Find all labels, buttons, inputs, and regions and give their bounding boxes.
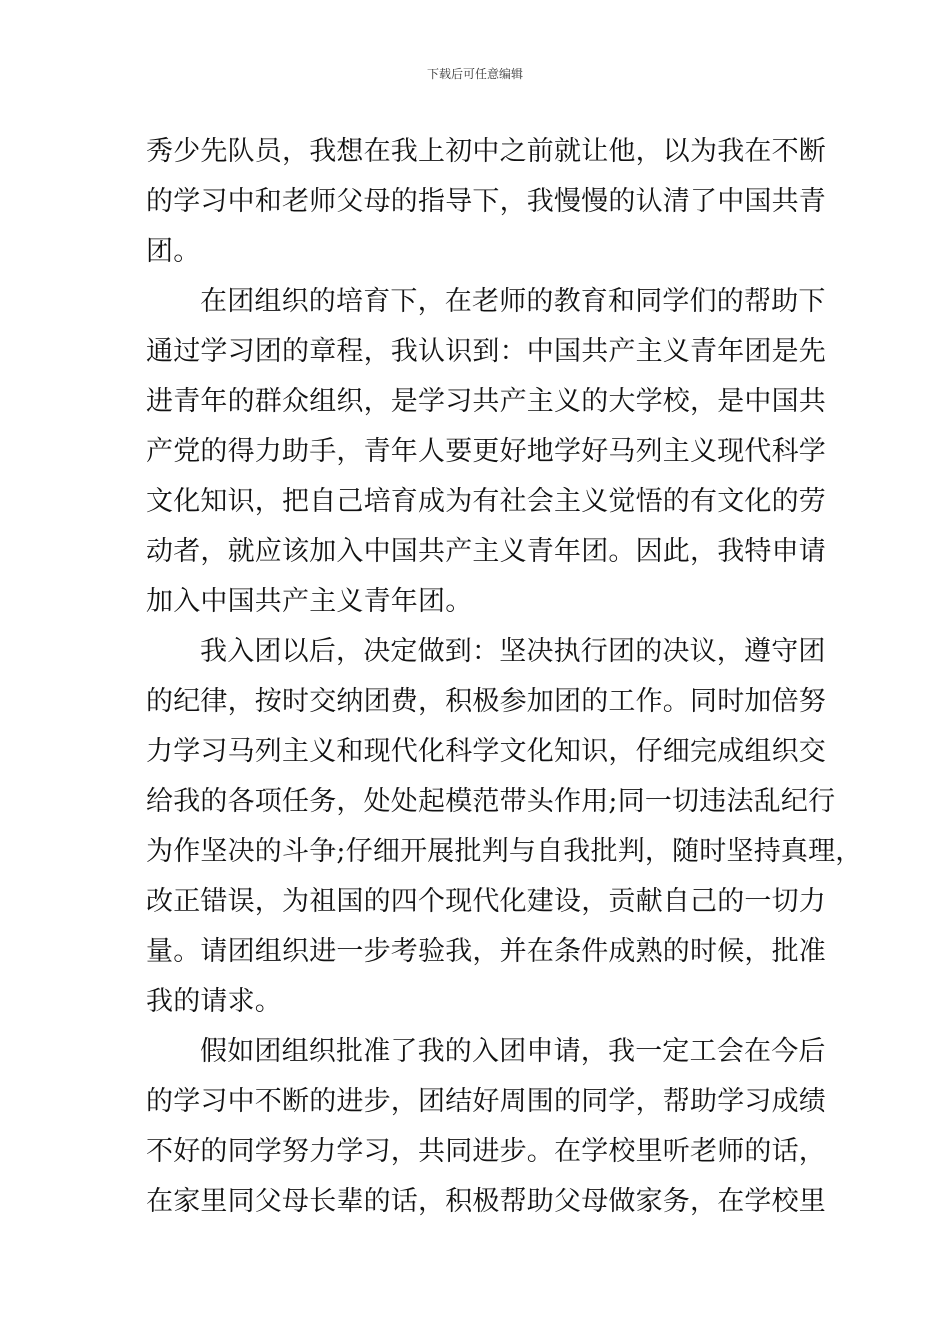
document-body	[146, 127, 863, 1227]
text-line-first: 假如团组织批准了我的入团申请，我一定工会在今后	[200, 1036, 826, 1067]
page-header: 下载后可任意编辑	[426, 67, 523, 81]
text-line-first: 我入团以后，决定做到：坚决执行团的决议，遵守团	[200, 636, 826, 667]
text-line: 的学习中和老师父母的指导下，我慢慢的认清了中国共青	[146, 186, 826, 217]
text-line: 量。请团组织进一步考验我，并在条件成熟的时候，批准	[146, 936, 826, 967]
text-line: 进青年的群众组织，是学习共产主义的大学校，是中国共	[146, 386, 826, 417]
text-line: 力学习马列主义和现代化科学文化知识，仔细完成组织交	[146, 736, 826, 767]
paragraph	[146, 277, 826, 627]
text-line: 的学习中不断的进步，团结好周围的同学，帮助学习成绩	[146, 1086, 826, 1117]
text-line: 改正错误，为祖国的四个现代化建设，贡献自己的一切力	[146, 886, 826, 917]
paragraph	[146, 1027, 826, 1227]
text-line: 团。	[146, 236, 201, 267]
text-line: 的纪律，按时交纳团费，积极参加团的工作。同时加倍努	[146, 686, 826, 717]
text-line: 产党的得力助手，青年人要更好地学好马列主义现代科学	[146, 436, 826, 467]
text-line-first: 在团组织的培育下，在老师的教育和同学们的帮助下	[200, 286, 826, 317]
text-line: 不好的同学努力学习，共同进步。在学校里听老师的话，	[146, 1136, 826, 1167]
text-line: 秀少先队员，我想在我上初中之前就让他，以为我在不断	[146, 136, 826, 167]
text-line: 通过学习团的章程，我认识到：中国共产主义青年团是先	[146, 336, 826, 367]
paragraph	[146, 127, 826, 277]
text-line: 文化知识，把自己培育成为有社会主义觉悟的有文化的劳	[146, 486, 826, 517]
text-line: 给我的各项任务，处处起模范带头作用;同一切违法乱纪行	[146, 786, 836, 817]
text-line: 为作坚决的斗争;仔细开展批判与自我批判，随时坚持真理，	[146, 836, 863, 867]
text-line: 加入中国共产主义青年团。	[146, 586, 473, 617]
text-line: 在家里同父母长辈的话，积极帮助父母做家务，在学校里	[146, 1186, 826, 1217]
text-line: 动者，就应该加入中国共产主义青年团。因此，我特申请	[146, 536, 826, 567]
paragraph	[146, 627, 863, 1027]
text-line: 我的请求。	[146, 986, 282, 1017]
